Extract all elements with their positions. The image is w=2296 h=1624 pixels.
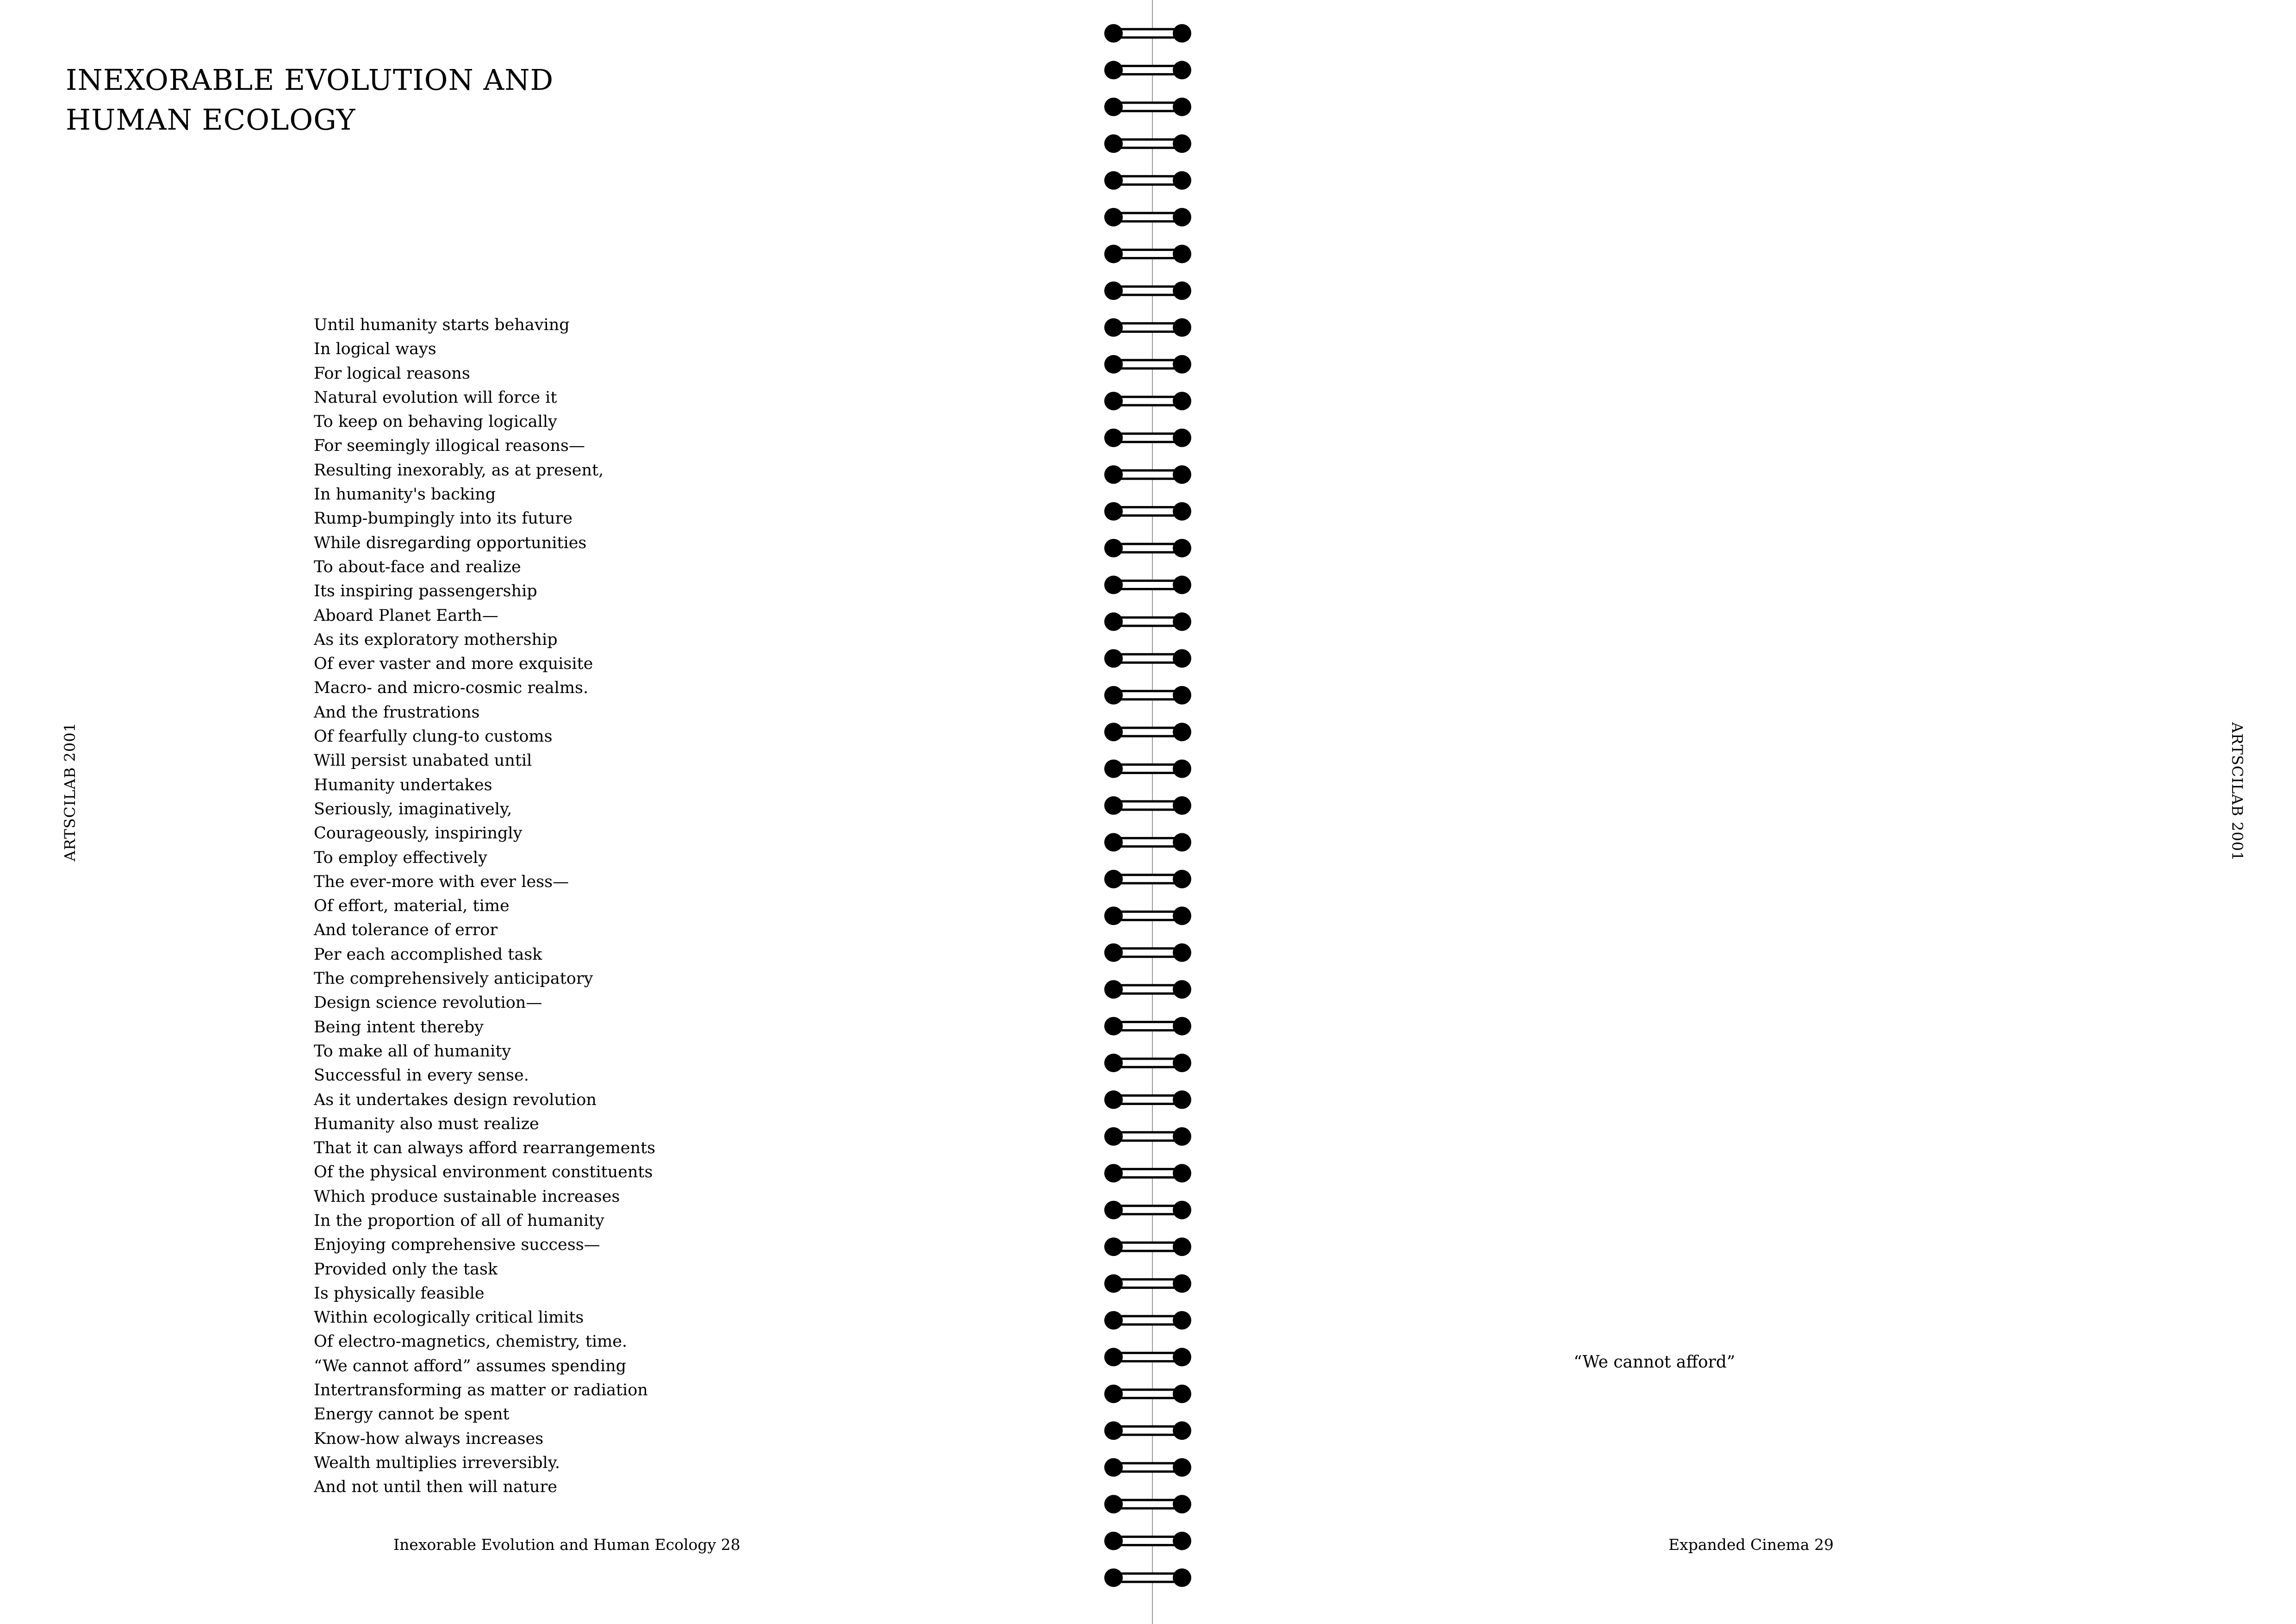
right-page xyxy=(1152,0,2296,1624)
poem-line: Successful in every sense. xyxy=(314,1066,529,1085)
binding-ring xyxy=(1104,1274,1191,1293)
binding-ring xyxy=(1104,1385,1191,1403)
poem-line: To employ effectively xyxy=(314,848,487,867)
poem-line: Of fearfully clung-to customs xyxy=(314,727,553,746)
poem-line: Aboard Planet Earth— xyxy=(314,606,498,625)
poem-line: Wealth multiplies irreversibly. xyxy=(314,1453,560,1472)
poem-line: In humanity's backing xyxy=(314,485,496,504)
binding-ring xyxy=(1104,134,1191,153)
poem-line: Provided only the task xyxy=(314,1260,498,1279)
binding-ring xyxy=(1104,612,1191,631)
binding-ring xyxy=(1104,1164,1191,1182)
poem-line: And not until then will nature xyxy=(314,1478,557,1497)
binding-ring xyxy=(1104,1532,1191,1550)
binding-ring xyxy=(1104,796,1191,815)
side-label-right: ARTSCILAB 2001 xyxy=(2228,722,2246,862)
poem-line: Know-how always increases xyxy=(314,1429,544,1448)
spiral-binding xyxy=(1101,0,1203,1624)
poem-line: Being intent thereby xyxy=(314,1018,484,1037)
binding-ring xyxy=(1104,870,1191,888)
poem-line: Will persist unabated until xyxy=(314,751,532,770)
poem-line: In the proportion of all of humanity xyxy=(314,1211,604,1230)
poem-body xyxy=(314,313,962,1499)
poem-line: Of effort, material, time xyxy=(314,897,510,916)
binding-ring xyxy=(1104,1421,1191,1440)
poem-line: To keep on behaving logically xyxy=(314,412,557,431)
pull-quote: “We cannot afford” xyxy=(1574,1353,1736,1372)
binding-ring xyxy=(1104,1568,1191,1587)
binding-ring xyxy=(1104,245,1191,263)
binding-ring xyxy=(1104,1090,1191,1109)
poem-line: Seriously, imaginatively, xyxy=(314,800,512,818)
binding-ring xyxy=(1104,1054,1191,1072)
chapter-title-line: INEXORABLE EVOLUTION AND xyxy=(66,63,554,97)
poem-line: In logical ways xyxy=(314,340,436,359)
poem-line: Macro- and micro-cosmic realms. xyxy=(314,679,589,698)
binding-ring xyxy=(1104,392,1191,410)
binding-ring xyxy=(1104,649,1191,668)
poem-line: As its exploratory mothership xyxy=(314,630,558,649)
binding-ring xyxy=(1104,686,1191,705)
poem-line: Until humanity starts behaving xyxy=(314,316,570,334)
binding-ring xyxy=(1104,355,1191,374)
binding-ring xyxy=(1104,61,1191,79)
poem-line: Its inspiring passengership xyxy=(314,582,537,601)
poem-line: Courageously, inspiringly xyxy=(314,824,523,843)
binding-ring xyxy=(1104,1127,1191,1146)
binding-ring xyxy=(1104,1458,1191,1477)
poem-line: Natural evolution will force it xyxy=(314,388,557,407)
binding-ring xyxy=(1104,1017,1191,1036)
binding-ring xyxy=(1104,429,1191,447)
page-footer-left: Inexorable Evolution and Human Ecology 28 xyxy=(393,1536,740,1554)
poem-line: “We cannot afford” assumes spending xyxy=(314,1356,627,1375)
binding-ring xyxy=(1104,906,1191,925)
poem-line: Energy cannot be spent xyxy=(314,1405,510,1424)
chapter-title xyxy=(66,60,667,140)
poem-line: While disregarding opportunities xyxy=(314,533,587,552)
poem-line: Intertransforming as matter or radiation xyxy=(314,1381,648,1400)
poem-line: And tolerance of error xyxy=(314,921,498,940)
poem-line: Of ever vaster and more exquisite xyxy=(314,655,593,674)
binding-ring xyxy=(1104,208,1191,226)
binding-ring xyxy=(1104,723,1191,741)
poem-line: And the frustrations xyxy=(314,703,480,722)
poem-line: To make all of humanity xyxy=(314,1042,511,1061)
poem-line: As it undertakes design revolution xyxy=(314,1090,597,1109)
poem-line: Per each accomplished task xyxy=(314,945,542,964)
poem-line: Resulting inexorably, as at present, xyxy=(314,461,604,480)
poem-line: Which produce sustainable increases xyxy=(314,1187,620,1206)
binding-ring xyxy=(1104,760,1191,778)
poem-line: Humanity undertakes xyxy=(314,775,492,794)
poem-line: Humanity also must realize xyxy=(314,1114,539,1133)
binding-ring xyxy=(1104,171,1191,190)
binding-ring xyxy=(1104,465,1191,484)
binding-ring xyxy=(1104,318,1191,337)
poem-line: Is physically feasible xyxy=(314,1284,485,1303)
poem-line: Within ecologically critical limits xyxy=(314,1308,584,1327)
binding-ring xyxy=(1104,24,1191,43)
binding-ring xyxy=(1104,1237,1191,1256)
poem-line: The comprehensively anticipatory xyxy=(314,969,593,988)
poem-line: Of electro-magnetics, chemistry, time. xyxy=(314,1332,628,1351)
poem-line: Of the physical environment constituents xyxy=(314,1163,653,1182)
poem-line: That it can always afford rearrangements xyxy=(314,1139,656,1158)
poem-line: For seemingly illogical reasons— xyxy=(314,437,585,456)
binding-ring xyxy=(1104,575,1191,594)
poem-line: Design science revolution— xyxy=(314,993,542,1012)
binding-ring xyxy=(1104,539,1191,557)
poem-line: To about-face and realize xyxy=(314,557,521,576)
side-label-left: ARTSCILAB 2001 xyxy=(61,722,79,862)
poem-line: For logical reasons xyxy=(314,364,470,383)
binding-ring xyxy=(1104,281,1191,300)
chapter-title-line: HUMAN ECOLOGY xyxy=(66,103,356,137)
poem-line: Enjoying comprehensive success— xyxy=(314,1236,600,1255)
binding-ring xyxy=(1104,1311,1191,1330)
poem-line: The ever-more with ever less— xyxy=(314,872,569,891)
poem-line: Rump-bumpingly into its future xyxy=(314,509,572,528)
binding-ring xyxy=(1104,833,1191,851)
binding-ring xyxy=(1104,98,1191,116)
binding-ring xyxy=(1104,1201,1191,1219)
page-footer-right: Expanded Cinema 29 xyxy=(1668,1536,1834,1554)
binding-ring xyxy=(1104,980,1191,999)
binding-ring xyxy=(1104,502,1191,521)
binding-ring xyxy=(1104,943,1191,962)
binding-ring xyxy=(1104,1348,1191,1366)
binding-ring xyxy=(1104,1495,1191,1513)
